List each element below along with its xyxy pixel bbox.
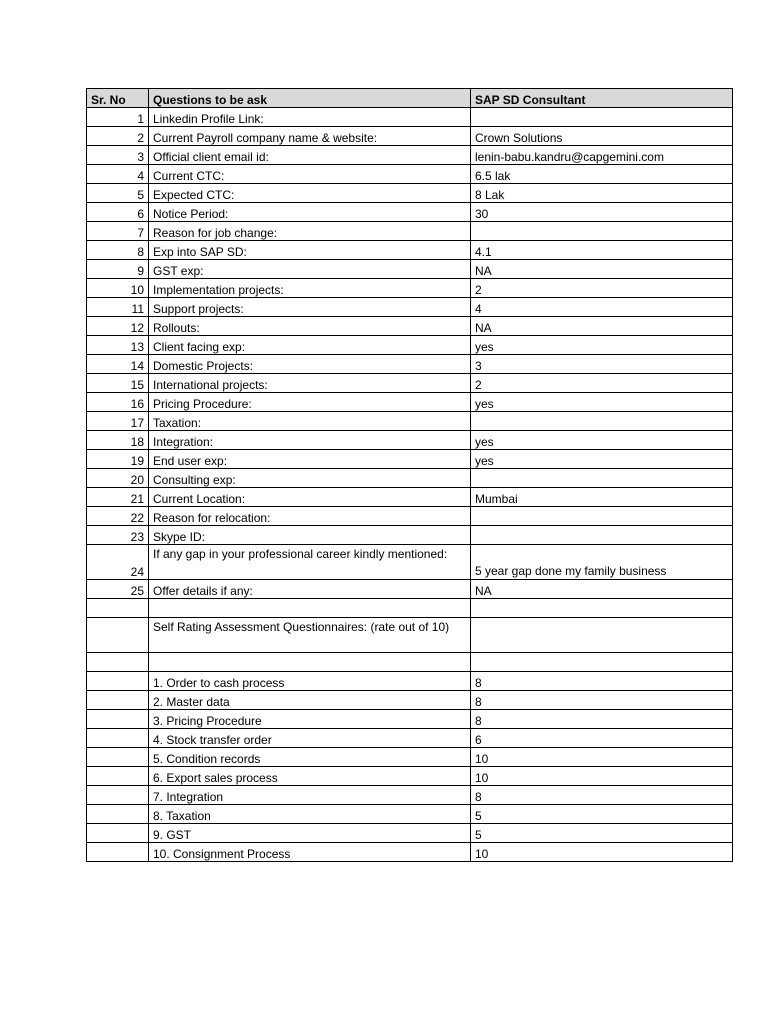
row-answer: 5 year gap done my family business [471,545,733,580]
row-question: Reason for job change: [149,222,471,241]
table-row [87,108,733,127]
blank-cell [87,710,149,729]
row-question: Rollouts: [149,317,471,336]
table-row [87,488,733,507]
row-number: 11 [87,298,149,317]
row-question: Exp into SAP SD: [149,241,471,260]
row-number: 23 [87,526,149,545]
blank-row [87,599,733,618]
row-number: 10 [87,279,149,298]
row-answer [471,469,733,488]
table-row [87,317,733,336]
questions-body [87,108,733,599]
row-answer: 3 [471,355,733,374]
row-answer: NA [471,260,733,279]
rating-row [87,843,733,862]
rating-score: 8 [471,786,733,805]
row-answer: 30 [471,203,733,222]
row-answer: yes [471,450,733,469]
blank-cell [471,653,733,672]
table-row [87,431,733,450]
table-row [87,298,733,317]
row-number: 2 [87,127,149,146]
row-question: If any gap in your professional career kindly mentioned: [149,545,471,580]
row-question: Current CTC: [149,165,471,184]
rating-topic: 1. Order to cash process [149,672,471,691]
row-question: GST exp: [149,260,471,279]
rating-score: 10 [471,843,733,862]
row-question: Integration: [149,431,471,450]
blank-cell [87,618,149,653]
rating-row [87,672,733,691]
blank-cell [87,672,149,691]
row-number: 9 [87,260,149,279]
table-row [87,507,733,526]
blank-cell [87,729,149,748]
row-number: 17 [87,412,149,431]
blank-cell [87,843,149,862]
table-row [87,545,733,580]
row-question: Notice Period: [149,203,471,222]
table-row [87,222,733,241]
row-number: 20 [87,469,149,488]
row-question: Support projects: [149,298,471,317]
row-number: 22 [87,507,149,526]
row-question: Offer details if any: [149,580,471,599]
row-answer: 2 [471,374,733,393]
header-answer: SAP SD Consultant [471,89,733,108]
self-rating-heading-row [87,618,733,653]
rating-score: 6 [471,729,733,748]
row-answer [471,108,733,127]
table-row [87,146,733,165]
self-rating-header [87,599,733,672]
row-question: Current Location: [149,488,471,507]
rating-topic: 8. Taxation [149,805,471,824]
blank-cell [87,599,149,618]
row-question: Implementation projects: [149,279,471,298]
row-number: 5 [87,184,149,203]
row-answer: 4 [471,298,733,317]
row-number: 4 [87,165,149,184]
table-row [87,336,733,355]
row-number: 1 [87,108,149,127]
row-question: Reason for relocation: [149,507,471,526]
row-answer: 6.5 lak [471,165,733,184]
row-number: 3 [87,146,149,165]
table-row [87,469,733,488]
row-answer [471,412,733,431]
blank-cell [87,691,149,710]
blank-cell [87,805,149,824]
row-number: 15 [87,374,149,393]
rating-topic: 3. Pricing Procedure [149,710,471,729]
table-row [87,260,733,279]
row-answer: Mumbai [471,488,733,507]
rating-row [87,767,733,786]
table-row [87,412,733,431]
blank-cell [87,824,149,843]
row-number: 12 [87,317,149,336]
self-rating-heading: Self Rating Assessment Questionnaires: (rate out of 10) [149,618,471,653]
table-row [87,374,733,393]
row-number: 16 [87,393,149,412]
row-question: Current Payroll company name & website: [149,127,471,146]
rating-topic: 2. Master data [149,691,471,710]
row-answer: yes [471,393,733,412]
rating-score: 5 [471,805,733,824]
row-number: 25 [87,580,149,599]
table-row [87,279,733,298]
row-question: Skype ID: [149,526,471,545]
row-number: 18 [87,431,149,450]
blank-cell [87,786,149,805]
header-question: Questions to be ask [149,89,471,108]
table-row [87,203,733,222]
blank-cell [87,653,149,672]
row-answer: 4.1 [471,241,733,260]
row-answer: Crown Solutions [471,127,733,146]
header-sr-no: Sr. No [87,89,149,108]
row-question: Domestic Projects: [149,355,471,374]
blank-cell [471,618,733,653]
rating-score: 8 [471,710,733,729]
table-row [87,393,733,412]
blank-cell [149,599,471,618]
rating-score: 8 [471,672,733,691]
row-number: 6 [87,203,149,222]
row-question: Official client email id: [149,146,471,165]
row-answer: yes [471,336,733,355]
row-answer [471,526,733,545]
rating-score: 8 [471,691,733,710]
rating-row [87,786,733,805]
table-row [87,127,733,146]
row-number: 8 [87,241,149,260]
row-question: Taxation: [149,412,471,431]
blank-cell [149,653,471,672]
table-row [87,241,733,260]
blank-cell [87,767,149,786]
rating-score: 10 [471,767,733,786]
row-question: Consulting exp: [149,469,471,488]
rating-topic: 4. Stock transfer order [149,729,471,748]
row-answer: lenin-babu.kandru@capgemini.com [471,146,733,165]
rating-topic: 6. Export sales process [149,767,471,786]
rating-topic: 9. GST [149,824,471,843]
table-row [87,526,733,545]
row-question: End user exp: [149,450,471,469]
row-question: International projects: [149,374,471,393]
row-answer: 8 Lak [471,184,733,203]
rating-row [87,748,733,767]
row-number: 13 [87,336,149,355]
row-number: 14 [87,355,149,374]
rating-score: 10 [471,748,733,767]
rating-topic: 10. Consignment Process [149,843,471,862]
blank-cell [471,599,733,618]
table-row [87,450,733,469]
header-row [87,89,733,108]
blank-cell [87,748,149,767]
rating-row [87,710,733,729]
table-row [87,580,733,599]
questionnaire-table [86,88,733,862]
row-number: 7 [87,222,149,241]
row-answer: NA [471,580,733,599]
row-number: 19 [87,450,149,469]
rating-row [87,691,733,710]
row-question: Linkedin Profile Link: [149,108,471,127]
row-answer: 2 [471,279,733,298]
table-row [87,355,733,374]
row-number: 21 [87,488,149,507]
rating-topic: 7. Integration [149,786,471,805]
table-row [87,165,733,184]
row-answer [471,507,733,526]
self-rating-body [87,672,733,862]
row-question: Pricing Procedure: [149,393,471,412]
row-number: 24 [87,545,149,580]
rating-row [87,805,733,824]
row-answer: yes [471,431,733,450]
rating-row [87,729,733,748]
row-question: Client facing exp: [149,336,471,355]
blank-row [87,653,733,672]
rating-topic: 5. Condition records [149,748,471,767]
row-question: Expected CTC: [149,184,471,203]
row-answer: NA [471,317,733,336]
rating-row [87,824,733,843]
row-answer [471,222,733,241]
table-row [87,184,733,203]
questionnaire-sheet [86,88,733,862]
rating-score: 5 [471,824,733,843]
